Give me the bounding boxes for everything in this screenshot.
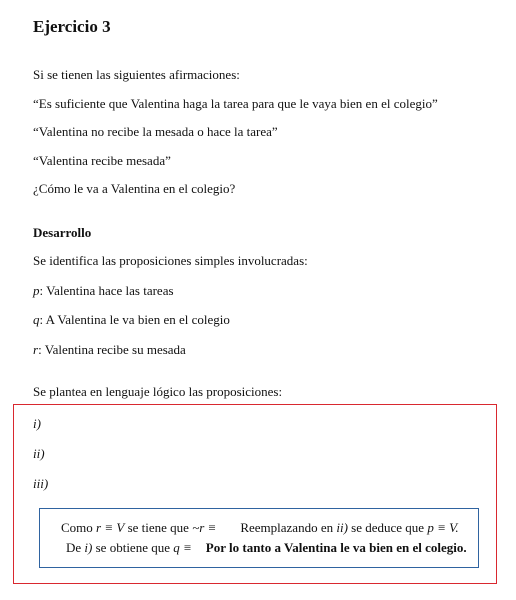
conclusion-text: Reemplazando en <box>240 520 337 535</box>
logic-item-i: i) <box>33 416 41 431</box>
proposition-r <box>33 342 186 358</box>
math-expression: ii) <box>336 520 348 535</box>
proposition-q <box>33 312 230 328</box>
question-text: ¿Cómo le va a Valentina en el colegio? <box>33 181 236 196</box>
conclusion-line-1 <box>61 520 459 536</box>
development-intro: Se identifica las proposiciones simples involucradas: <box>33 253 308 268</box>
math-expression: r ≡ V <box>96 520 125 535</box>
statement-3: “Valentina recibe mesada” <box>33 153 171 168</box>
conclusion-final-statement: Por lo tanto a Valentina le va bien en el colegio. <box>205 540 467 555</box>
exercise-title: Ejercicio 3 <box>33 17 111 36</box>
math-expression: i) <box>84 540 93 555</box>
logic-item-iii: iii) <box>33 476 49 491</box>
proposition-symbol: r <box>33 342 39 357</box>
conclusion-text: Como <box>61 520 97 535</box>
conclusion-text: se obtiene que <box>92 540 174 555</box>
proposition-p <box>33 283 174 299</box>
statement-1: “Es suficiente que Valentina haga la tarea para que le vaya bien en el colegio” <box>33 96 438 111</box>
math-expression: ~r ≡ <box>192 520 217 535</box>
logic-item-ii: ii) <box>33 446 45 461</box>
conclusion-line-2 <box>66 540 467 556</box>
proposition-text: : A Valentina le va bien en el colegio <box>39 312 230 327</box>
conclusion-box <box>39 508 479 568</box>
proposition-text: : Valentina recibe su mesada <box>38 342 186 357</box>
intro-text: Si se tienen las siguientes afirmaciones: <box>33 67 240 82</box>
conclusion-text: se tiene que <box>124 520 193 535</box>
conclusion-text: se deduce que <box>347 520 428 535</box>
math-expression: q ≡ <box>173 540 192 555</box>
math-expression: p ≡ V. <box>427 520 459 535</box>
logic-intro: Se plantea en lenguaje lógico las proposiciones: <box>33 384 283 399</box>
conclusion-text: De <box>66 540 85 555</box>
proposition-text: : Valentina hace las tareas <box>39 283 174 298</box>
statement-2: “Valentina no recibe la mesada o hace la tarea” <box>33 124 278 139</box>
development-heading: Desarrollo <box>33 225 92 240</box>
proposition-symbol: q <box>33 312 40 327</box>
proposition-symbol: p <box>33 283 40 298</box>
